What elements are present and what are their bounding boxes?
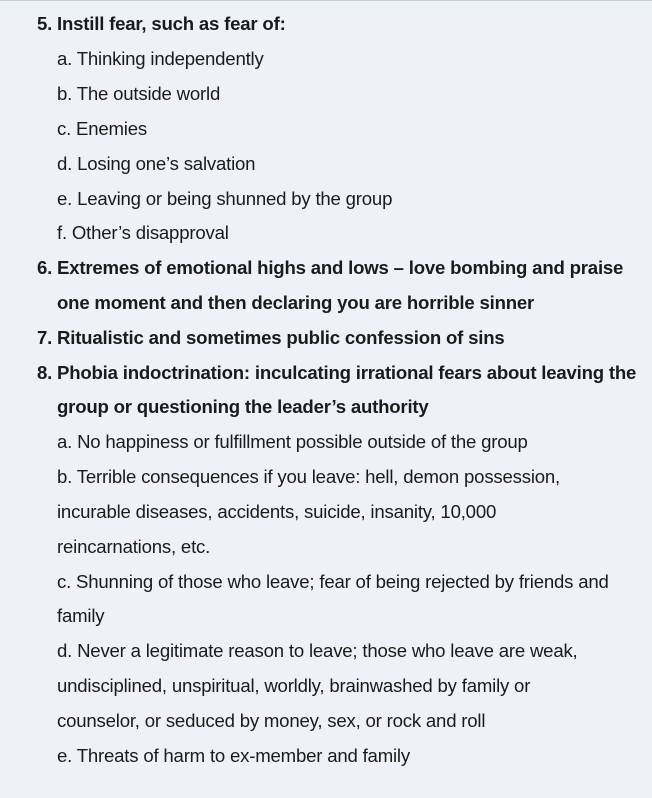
subitem-line: b. The outside world xyxy=(57,83,221,104)
subitem-line: c. Enemies xyxy=(57,118,147,139)
item-number: 7. xyxy=(37,327,53,348)
subitem-line: incurable diseases, accidents, suicide, insanity, 10,000 xyxy=(57,501,497,522)
item-text-line: Extremes of emotional highs and lows – love bombing and praise xyxy=(57,257,624,278)
subitem-line: undisciplined, unspiritual, worldly, brainwashed by family or xyxy=(57,675,531,696)
subitem-line: family xyxy=(57,605,105,626)
subitem-line: e. Leaving or being shunned by the group xyxy=(57,188,393,209)
subitem-line: b. Terrible consequences if you leave: hell, demon possession, xyxy=(57,466,561,487)
subitem-line: a. No happiness or fulfillment possible outside of the group xyxy=(57,431,528,452)
subitem-line: c. Shunning of those who leave; fear of being rejected by friends and xyxy=(57,571,609,592)
item-number: 6. xyxy=(37,257,53,278)
item-text-line: group or questioning the leader’s authority xyxy=(57,396,429,417)
subitem-line: d. Losing one’s salvation xyxy=(57,153,256,174)
item-text-line: Phobia indoctrination: inculcating irrational fears about leaving the xyxy=(57,362,637,383)
subitem-line: d. Never a legitimate reason to leave; those who leave are weak, xyxy=(57,640,578,661)
item-text-line: Ritualistic and sometimes public confession of sins xyxy=(57,327,505,348)
subitem-line: f. Other’s disapproval xyxy=(57,222,229,243)
item-text-line: Instill fear, such as fear of: xyxy=(57,13,286,34)
subitem-line: e. Threats of harm to ex-member and family xyxy=(57,745,410,766)
top-divider xyxy=(0,0,652,1)
subitem-line: reincarnations, etc. xyxy=(57,536,211,557)
item-number: 5. xyxy=(37,13,53,34)
item-text-line: one moment and then declaring you are horrible sinner xyxy=(57,292,535,313)
subitem-line: counselor, or seduced by money, sex, or rock and roll xyxy=(57,710,486,731)
item-number: 8. xyxy=(37,362,53,383)
subitem-line: a. Thinking independently xyxy=(57,48,264,69)
